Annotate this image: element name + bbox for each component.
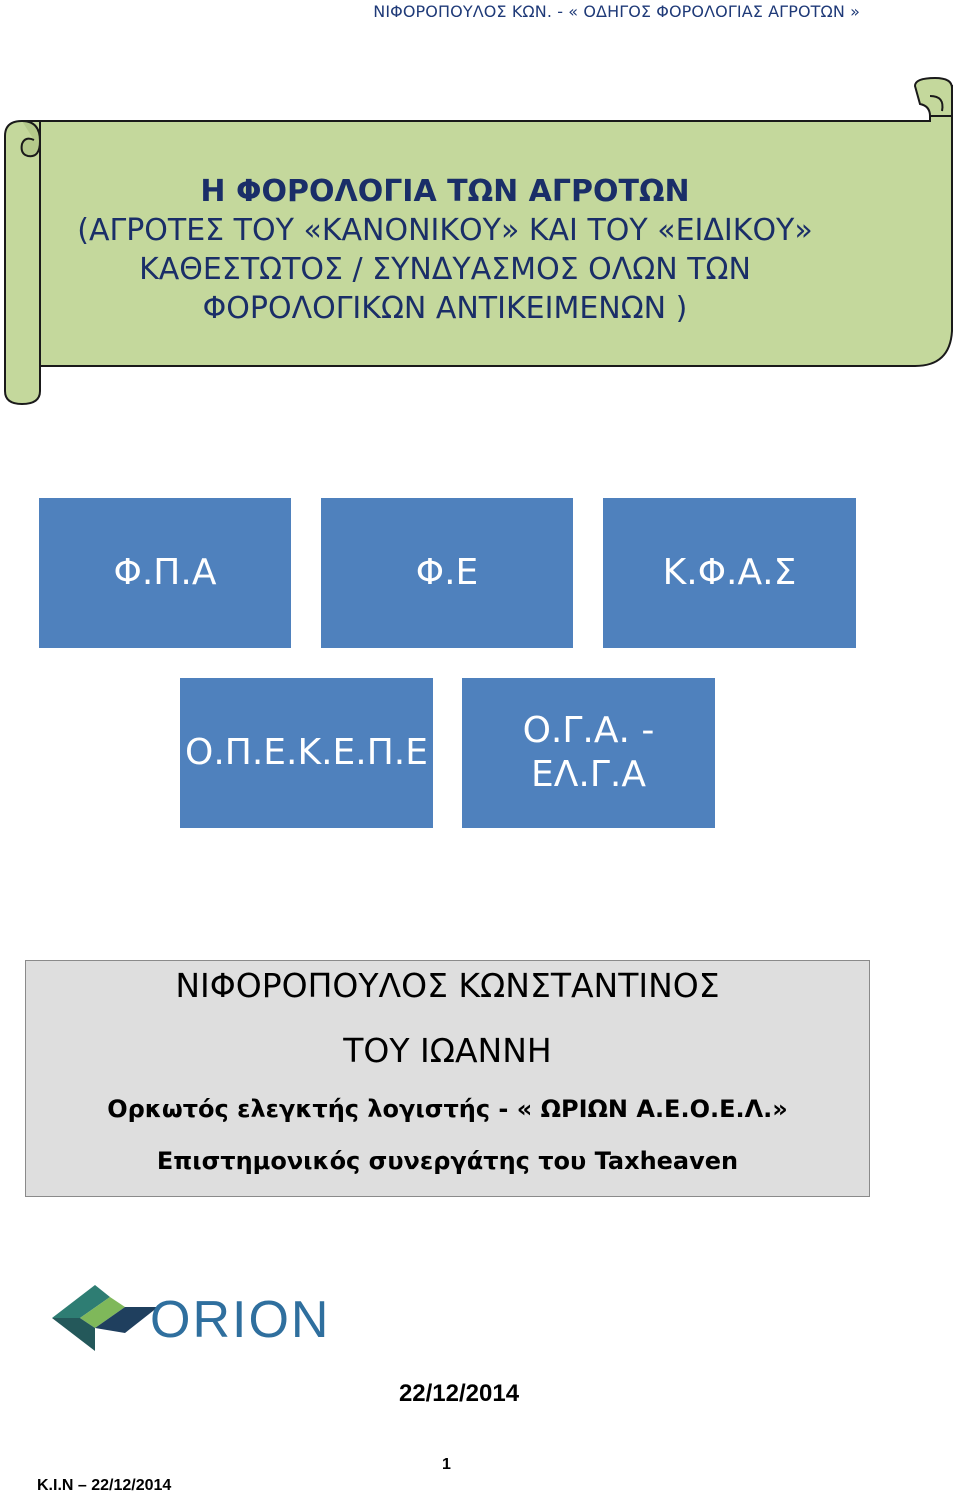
tile-opekepe-label: Ο.Π.Ε.Κ.Ε.Π.Ε (185, 732, 428, 773)
banner-line-4: ΦΟΡΟΛΟΓΙΚΩΝ ΑΝΤΙΚΕΙΜΕΝΩΝ ) (202, 291, 688, 326)
banner-line-2: (ΑΓΡΟΤΕΣ ΤΟΥ «ΚΑΝΟΝΙΚΟΥ» ΚΑΙ ΤΟΥ «ΕΙΔΙΚΟΥ» (77, 213, 813, 248)
banner-title (40, 172, 850, 328)
tile-elga-label: ΕΛ.Γ.Α (531, 754, 646, 795)
tile-kfas (603, 498, 856, 648)
tile-fe (321, 498, 573, 648)
tile-kfas-label: Κ.Φ.Α.Σ (662, 552, 797, 593)
tile-fpa (39, 498, 291, 648)
running-header: ΝΙΦΟΡΟΠΟΥΛΟΣ ΚΩΝ. - « ΟΔΗΓΟΣ ΦΟΡΟΛΟΓΙΑΣ ΑΓΡΟΤΩΝ » (373, 2, 860, 21)
author-name: ΝΙΦΟΡΟΠΟΥΛΟΣ ΚΩΝΣΤΑΝΤΙΝΟΣ (175, 966, 720, 1005)
author-box (25, 960, 870, 1197)
author-collaboration: Επιστημονικός συνεργάτης του Taxheaven (156, 1147, 739, 1175)
page-number: 1 (442, 1456, 451, 1473)
tile-oga-elga (462, 678, 715, 828)
author-father: ΤΟΥ ΙΩΑΝΝΗ (343, 1031, 552, 1070)
tile-fpa-label: Φ.Π.Α (113, 552, 217, 593)
orion-logo-text: ORION (150, 1291, 331, 1349)
banner-line-3: ΚΑΘΕΣΤΩΤΟΣ / ΣΥΝΔΥΑΣΜΟΣ ΟΛΩΝ ΤΩΝ (139, 252, 751, 287)
document-date: 22/12/2014 (398, 1380, 520, 1407)
orion-logo-mark-icon (50, 1283, 160, 1353)
author-role: Ορκωτός ελεγκτής λογιστής - « ΩΡΙΩΝ Α.Ε.Ο.Ε.Λ.» (107, 1095, 788, 1123)
tile-fe-label: Φ.Ε (415, 552, 479, 593)
footer-code: K.I.N – 22/12/2014 (37, 1477, 172, 1494)
banner-line-1: Η ΦΟΡΟΛΟΓΙΑ ΤΩΝ ΑΓΡΟΤΩΝ (200, 174, 690, 209)
tile-opekepe (180, 678, 433, 828)
tile-oga-label: Ο.Γ.Α. - (522, 710, 655, 751)
